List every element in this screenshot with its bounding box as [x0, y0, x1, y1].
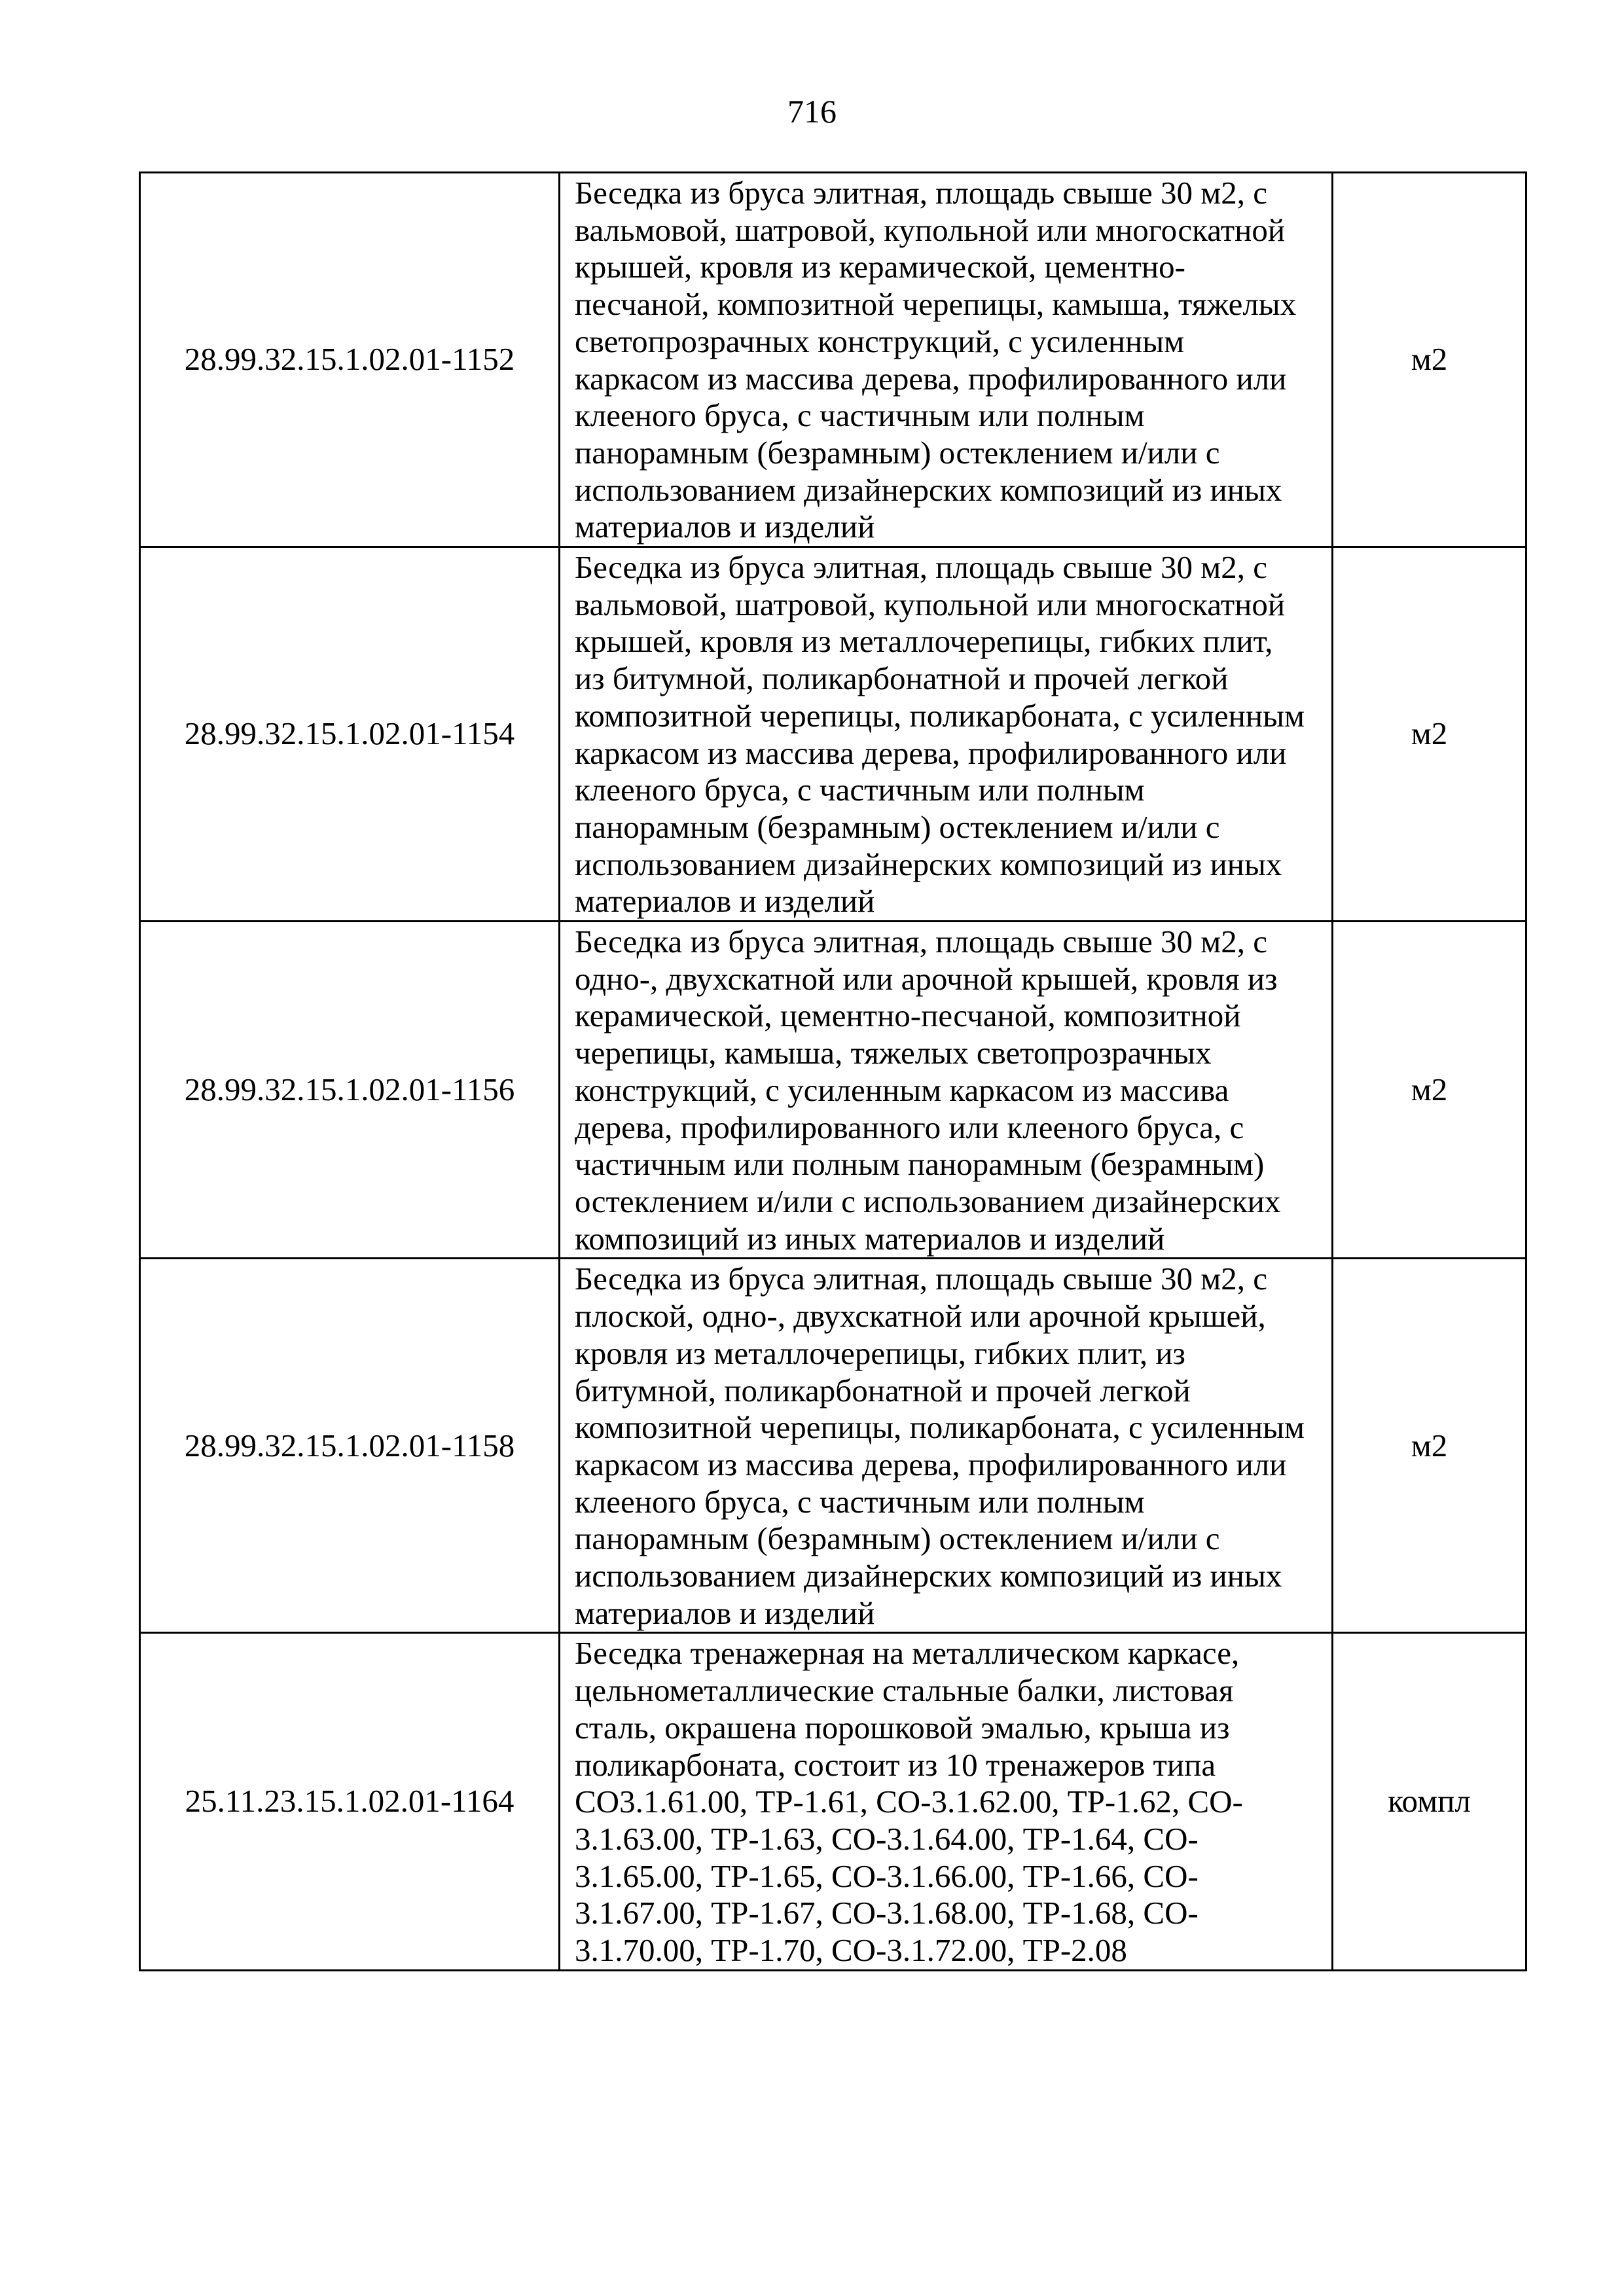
description-line: из битумной, поликарбонатной и прочей легкой [575, 660, 1229, 697]
description-line: цельнометаллические стальные балки, листовая [575, 1672, 1234, 1709]
description-line: каркасом из массива дерева, профилированного или [575, 360, 1287, 397]
description-line: вальмовой, шатровой, купольной или многоскатной [575, 586, 1286, 622]
description-line: вальмовой, шатровой, купольной или многоскатной [575, 211, 1286, 248]
item-unit: м2 [1333, 547, 1526, 922]
item-description [560, 1259, 1333, 1633]
item-unit: м2 [1333, 922, 1526, 1259]
description-line: черепицы, камыша, тяжелых светопрозрачных [575, 1035, 1212, 1071]
description-line: материалов и изделий [575, 1594, 875, 1631]
description-line: каркасом из массива дерева, профилированного или [575, 734, 1287, 771]
item-unit: м2 [1333, 1259, 1526, 1633]
item-description [560, 173, 1333, 547]
description-line: композиций из иных материалов и изделий [575, 1220, 1165, 1257]
description-line: песчаной, композитной черепицы, камыша, тяжелых [575, 286, 1297, 323]
description-line: Беседка из бруса элитная, площадь свыше 30 м2, с [575, 1261, 1267, 1297]
description-line: конструкций, с усиленным каркасом из массива [575, 1071, 1229, 1108]
table-row [140, 1633, 1526, 1970]
item-code: 28.99.32.15.1.02.01-1156 [140, 922, 560, 1259]
description-line: плоской, одно-, двухскатной или арочной крышей, [575, 1298, 1266, 1335]
table-row [140, 922, 1526, 1259]
table-row [140, 1259, 1526, 1633]
item-description [560, 547, 1333, 922]
item-unit: компл [1333, 1633, 1526, 1970]
description-line: использованием дизайнерских композиций из иных [575, 1558, 1282, 1594]
description-line: панорамным (безрамным) остеклением и/или с [575, 1520, 1220, 1557]
description-line: каркасом из массива дерева, профилированного или [575, 1446, 1287, 1482]
description-line: частичным или полным панорамным (безрамным) [575, 1146, 1265, 1183]
table-row [140, 547, 1526, 922]
item-code: 28.99.32.15.1.02.01-1158 [140, 1259, 560, 1633]
description-line: Беседка из бруса элитная, площадь свыше 30 м2, с [575, 175, 1267, 211]
description-line: светопрозрачных конструкций, с усиленным [575, 323, 1185, 359]
description-line: материалов и изделий [575, 883, 875, 920]
description-line: клееного бруса, с частичным или полным [575, 1483, 1145, 1520]
description-line: крышей, кровля из керамической, цементно- [575, 249, 1185, 285]
item-code: 25.11.23.15.1.02.01-1164 [140, 1633, 560, 1970]
description-line: 3.1.70.00, ТР-1.70, СО-3.1.72.00, ТР-2.08 [575, 1932, 1127, 1969]
item-code: 28.99.32.15.1.02.01-1152 [140, 173, 560, 547]
catalog-table [139, 171, 1527, 1971]
description-line: битумной, поликарбонатной и прочей легкой [575, 1372, 1191, 1408]
description-line: панорамным (безрамным) остеклением и/или с [575, 434, 1220, 471]
page-number: 716 [787, 93, 837, 130]
description-line: остеклением и/или с использованием дизайнерских [575, 1183, 1281, 1219]
description-line: клееного бруса, с частичным или полным [575, 397, 1145, 434]
description-line: крышей, кровля из металлочерепицы, гибких плит, [575, 623, 1273, 660]
table-row [140, 173, 1526, 547]
item-description [560, 1633, 1333, 1970]
description-line: использованием дизайнерских композиций из иных [575, 471, 1282, 508]
item-description [560, 922, 1333, 1259]
description-line: композитной черепицы, поликарбоната, с усиленным [575, 1409, 1305, 1446]
description-line: Беседка из бруса элитная, площадь свыше 30 м2, с [575, 924, 1267, 960]
description-line: Беседка тренажерная на металлическом каркасе, [575, 1635, 1240, 1672]
description-line: дерева, профилированного или клееного бруса, с [575, 1109, 1244, 1145]
description-line: композитной черепицы, поликарбоната, с усиленным [575, 697, 1305, 734]
description-line: поликарбоната, состоит из 10 тренажеров типа [575, 1746, 1216, 1783]
description-line: 3.1.65.00, ТР-1.65, СО-3.1.66.00, ТР-1.66, СО- [575, 1857, 1199, 1894]
description-line: Беседка из бруса элитная, площадь свыше 30 м2, с [575, 549, 1267, 586]
description-line: материалов и изделий [575, 509, 875, 545]
description-line: клееного бруса, с частичным или полным [575, 772, 1145, 808]
item-code: 28.99.32.15.1.02.01-1154 [140, 547, 560, 922]
description-line: 3.1.63.00, ТР-1.63, СО-3.1.64.00, ТР-1.64, СО- [575, 1820, 1199, 1857]
description-line: керамической, цементно-песчаной, композитной [575, 997, 1241, 1034]
item-unit: м2 [1333, 173, 1526, 547]
description-line: 3.1.67.00, ТР-1.67, СО-3.1.68.00, ТР-1.68, СО- [575, 1895, 1199, 1931]
description-line: СО3.1.61.00, ТР-1.61, СО-3.1.62.00, ТР-1.62, СО- [575, 1784, 1243, 1820]
description-line: панорамным (безрамным) остеклением и/или с [575, 808, 1220, 845]
description-line: использованием дизайнерских композиций из иных [575, 846, 1282, 882]
description-line: сталь, окрашена порошковой эмалью, крыша из [575, 1709, 1230, 1746]
description-line: одно-, двухскатной или арочной крышей, кровля из [575, 960, 1278, 997]
description-line: кровля из металлочерепицы, гибких плит, из [575, 1335, 1185, 1371]
